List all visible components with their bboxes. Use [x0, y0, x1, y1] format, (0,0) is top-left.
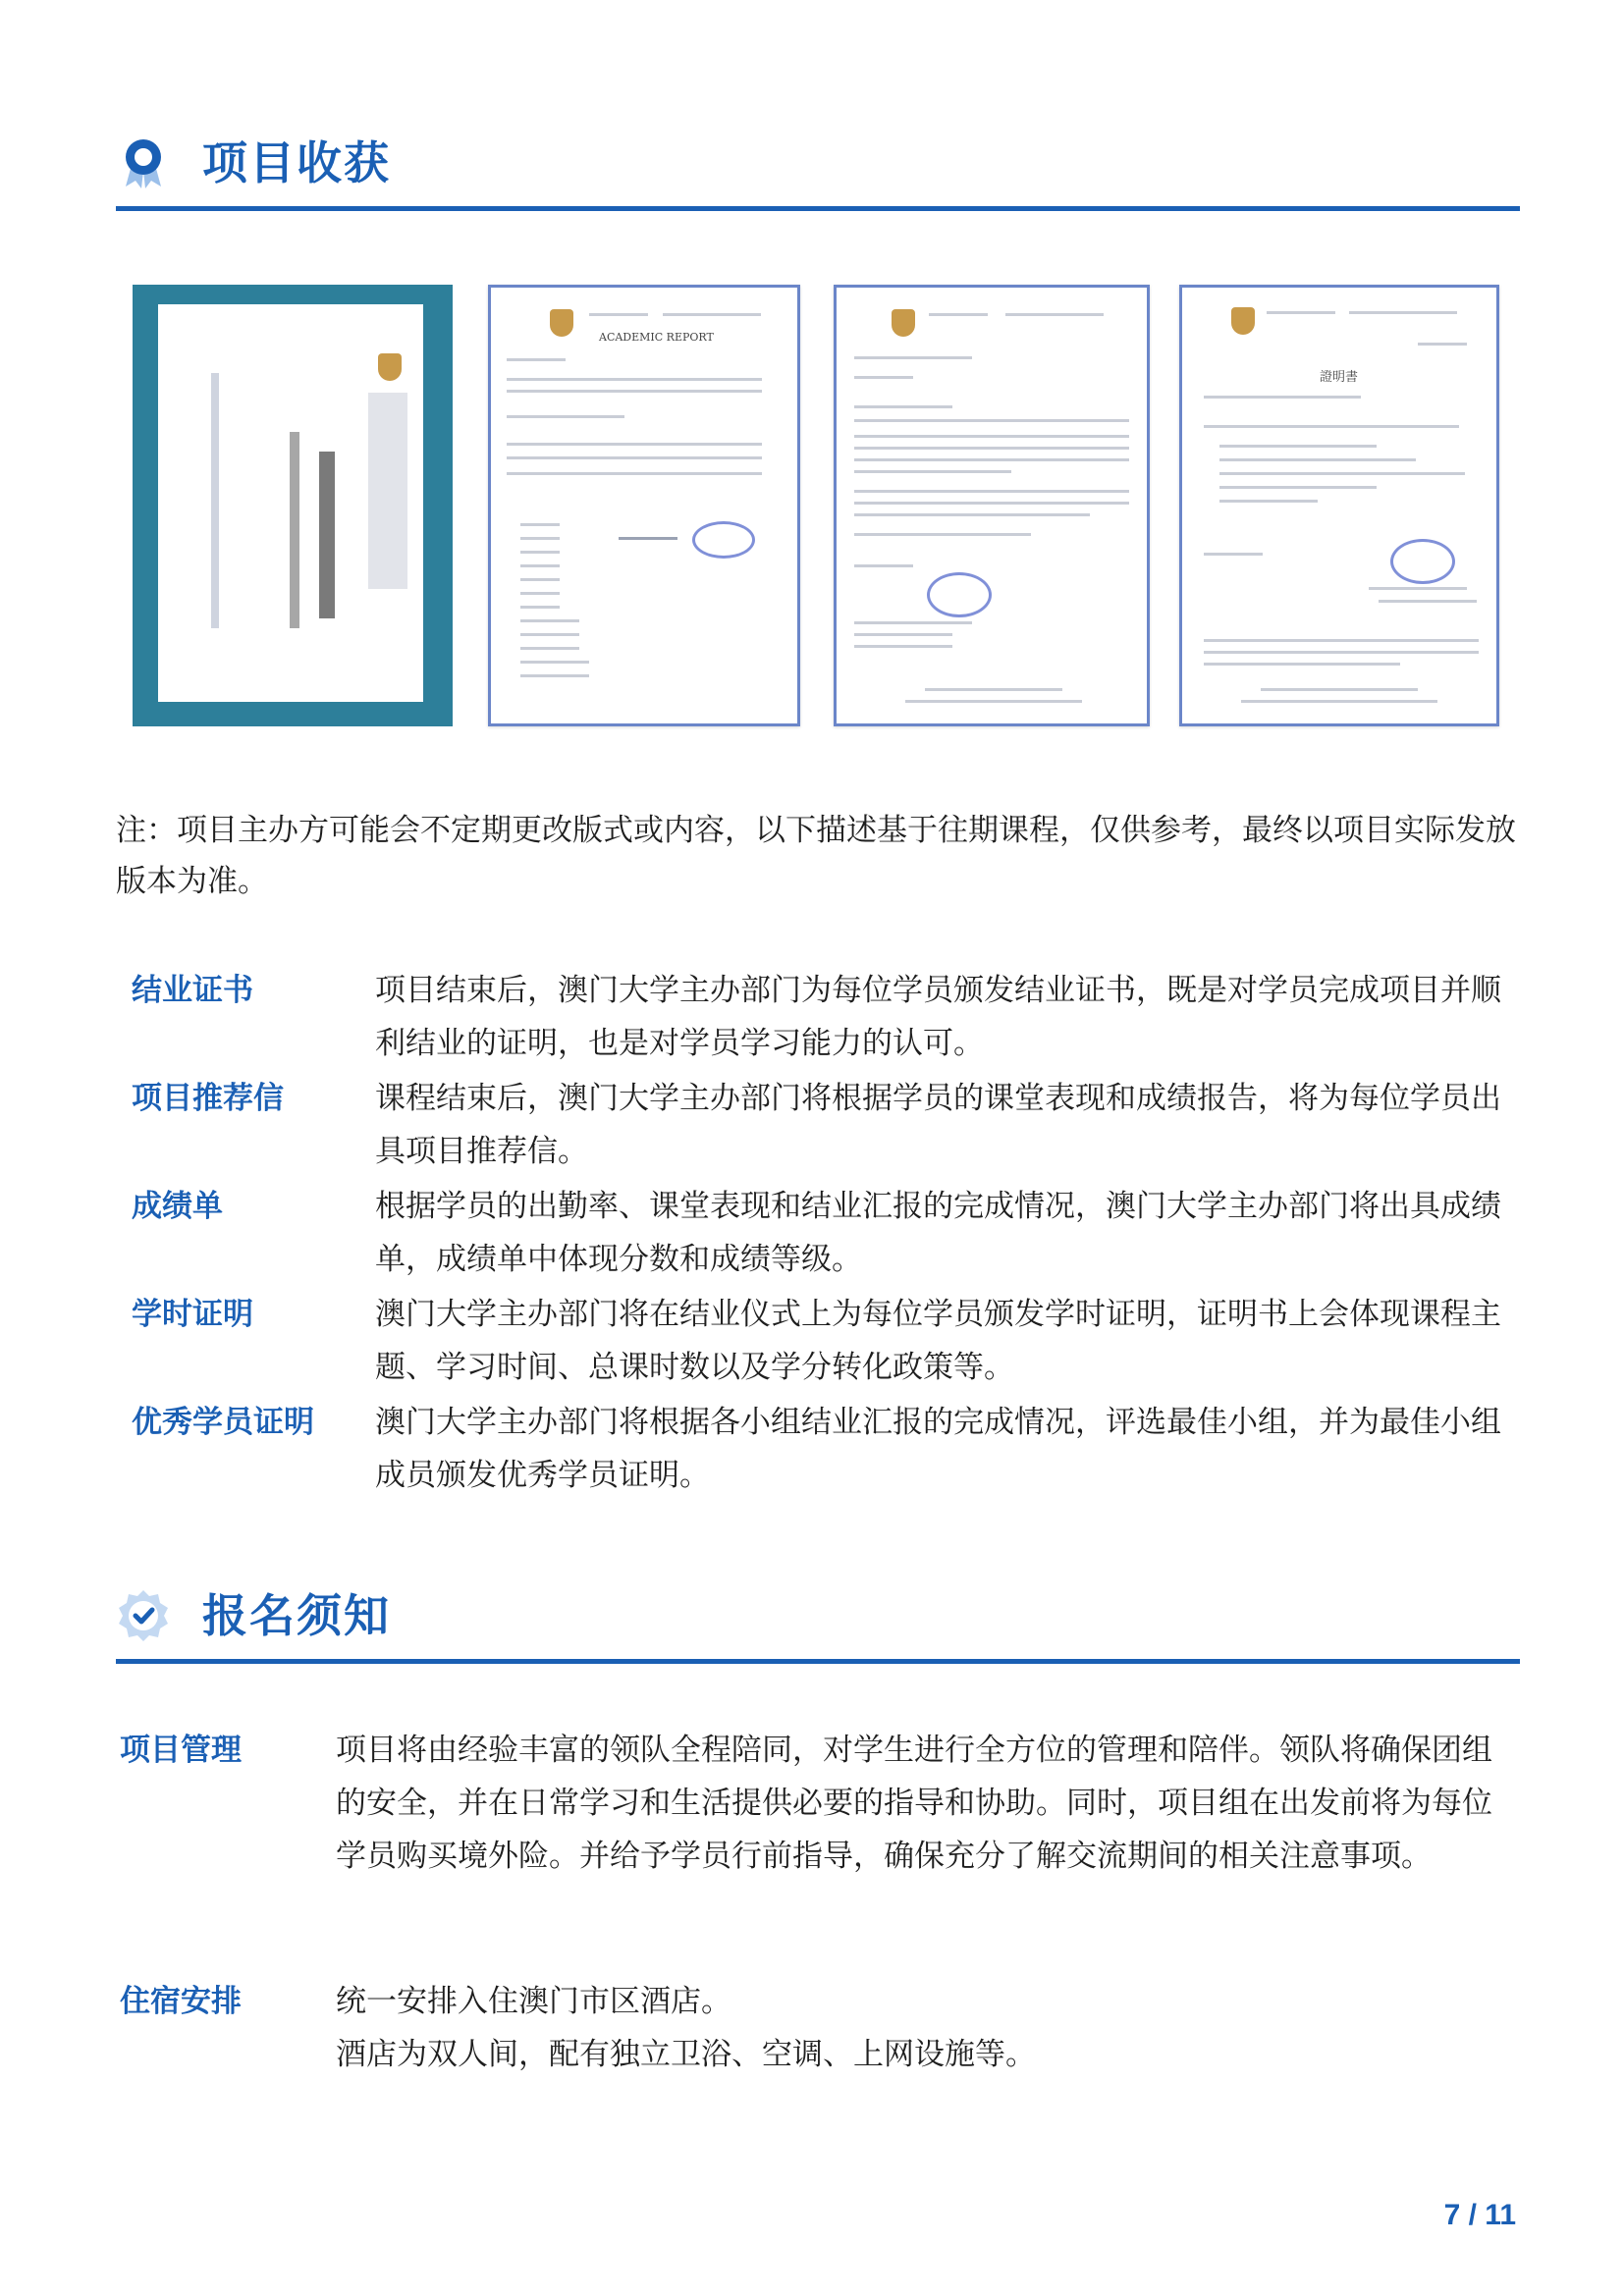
- notice-label: 住宿安排: [120, 1984, 242, 2019]
- section-title: 项目收获: [202, 136, 391, 189]
- notice-line: 酒店为双人间，配有独立卫浴、空调、上网设施等。: [336, 2037, 1036, 2072]
- gain-label: 成绩单: [132, 1189, 223, 1224]
- disclaimer-note: 注：项目主办方可能会不定期更改版式或内容，以下描述基于往期课程，仅供参考，最终以项目实际发放版本为准。: [116, 813, 1516, 899]
- notice-label: 项目管理: [120, 1733, 242, 1768]
- doc-academic-report[interactable]: [488, 285, 800, 726]
- gain-text: 澳门大学主办部门将在结业仪式上为每位学员颁发学时证明，证明书上会体现课程主题、学习时间、总课时数以及学分转化政策等。: [375, 1297, 1501, 1385]
- doc-certificate[interactable]: [133, 285, 453, 726]
- gain-label: 结业证书: [132, 973, 253, 1008]
- ribbon-badge-icon: [116, 135, 171, 190]
- notice-text: [336, 1975, 1514, 2081]
- gain-label: 项目推荐信: [132, 1081, 284, 1116]
- gain-label: 学时证明: [132, 1297, 253, 1332]
- doc-report-heading: ACADEMIC REPORT: [599, 331, 714, 344]
- doc-hours-certificate[interactable]: [1179, 285, 1499, 726]
- doc-certificate-heading: 證明書: [1320, 370, 1359, 385]
- gain-text: 课程结束后，澳门大学主办部门将根据学员的课堂表现和成绩报告，将为每位学员出具项目推荐信。: [375, 1081, 1501, 1169]
- section-header-gains: [116, 135, 1520, 234]
- section-rule: [116, 1659, 1520, 1664]
- doc-recommendation-letter[interactable]: [834, 285, 1150, 726]
- section-header-notice: [116, 1588, 1520, 1686]
- section-rule: [116, 206, 1520, 211]
- document-gallery: [133, 285, 1507, 732]
- gain-text: 项目结束后，澳门大学主办部门为每位学员颁发结业证书，既是对学员完成项目并顺利结业的证明，也是对学员学习能力的认可。: [375, 973, 1501, 1061]
- notice-text: 项目将由经验丰富的领队全程陪同，对学生进行全方位的管理和陪伴。领队将确保团组的安全，并在日常学习和生活提供必要的指导和协助。同时，项目组在出发前将为每位学员购买境外险。并给予学员行前指导，确保充分了解交流期间的相关注意事项。: [336, 1733, 1492, 1874]
- gain-label: 优秀学员证明: [132, 1405, 314, 1440]
- page-number: 7 / 11: [1443, 2199, 1516, 2231]
- check-badge-icon: [116, 1588, 171, 1643]
- gain-text: 澳门大学主办部门将根据各小组结业汇报的完成情况，评选最佳小组，并为最佳小组成员颁发优秀学员证明。: [375, 1405, 1501, 1493]
- notice-line: 统一安排入住澳门市区酒店。: [336, 1984, 731, 2019]
- gain-text: 根据学员的出勤率、课堂表现和结业汇报的完成情况，澳门大学主办部门将出具成绩单，成绩单中体现分数和成绩等级。: [375, 1189, 1501, 1277]
- section-title: 报名须知: [202, 1589, 391, 1642]
